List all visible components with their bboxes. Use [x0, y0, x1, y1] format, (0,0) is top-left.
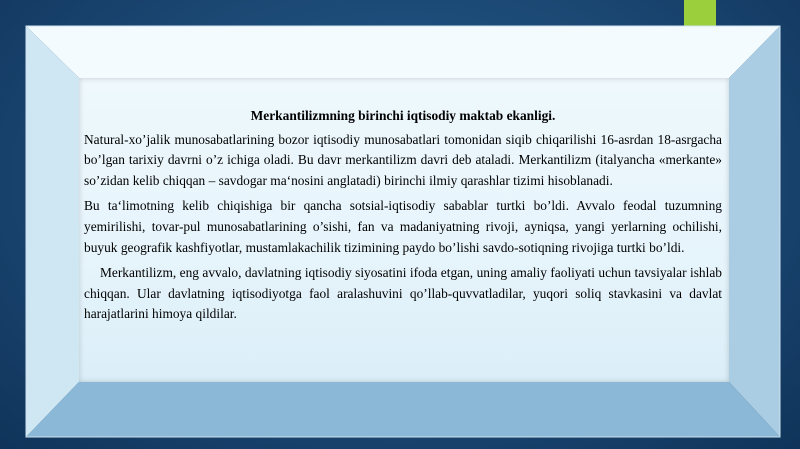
paragraph-3: Merkantilizm, eng avvalo, davlatning iqtisodiy siyosatini ifoda etgan, uning amaliy faoliyati uchun tavsiyalar ishlab chiqqan. Ular davlatning iqtisodiyotga faol aralashuvini qo’llab-quvvatladilar, yuqori soliq stavkasini va davlat harajatlarini himoya qildilar. — [84, 265, 722, 322]
slide-content — [84, 106, 722, 330]
paragraph-2: Bu ta‘limotning kelib chiqishiga bir qancha sotsial-iqtisodiy sabablar turtki bo’ldi. Avvalo feodal tuzumning yemirilishi, tovar-pul munosabatlarining o’sishi, fan va madaniyatning rivoji, ayniqsa, yangi yerlarning ochilishi, buyuk geografik kashfiyotlar, mustamlakachilik tizimining paydo bo’lishi savdo-sotiqning rivojiga turtki bo’ldi. — [84, 198, 722, 255]
paragraph-1: Natural-xo’jalik munosabatlarining bozor iqtisodiy munosabatlari tomonidan siqib chiqarilishi 16-asrdan 18-asrgacha bo’lgan tarixiy davrni o’z ichiga oladi. Bu davr merkantilizm davri deb ataladi. Merkantilizm (italyancha «merkante» so’zidan kelib chiqqan – savdogar ma‘nosini anglatadi) birinchi ilmiy qarashlar tizimi hisoblanadi. — [84, 131, 722, 188]
slide-title: Merkantilizmning birinchi iqtisodiy maktab ekanligi. — [250, 108, 556, 123]
